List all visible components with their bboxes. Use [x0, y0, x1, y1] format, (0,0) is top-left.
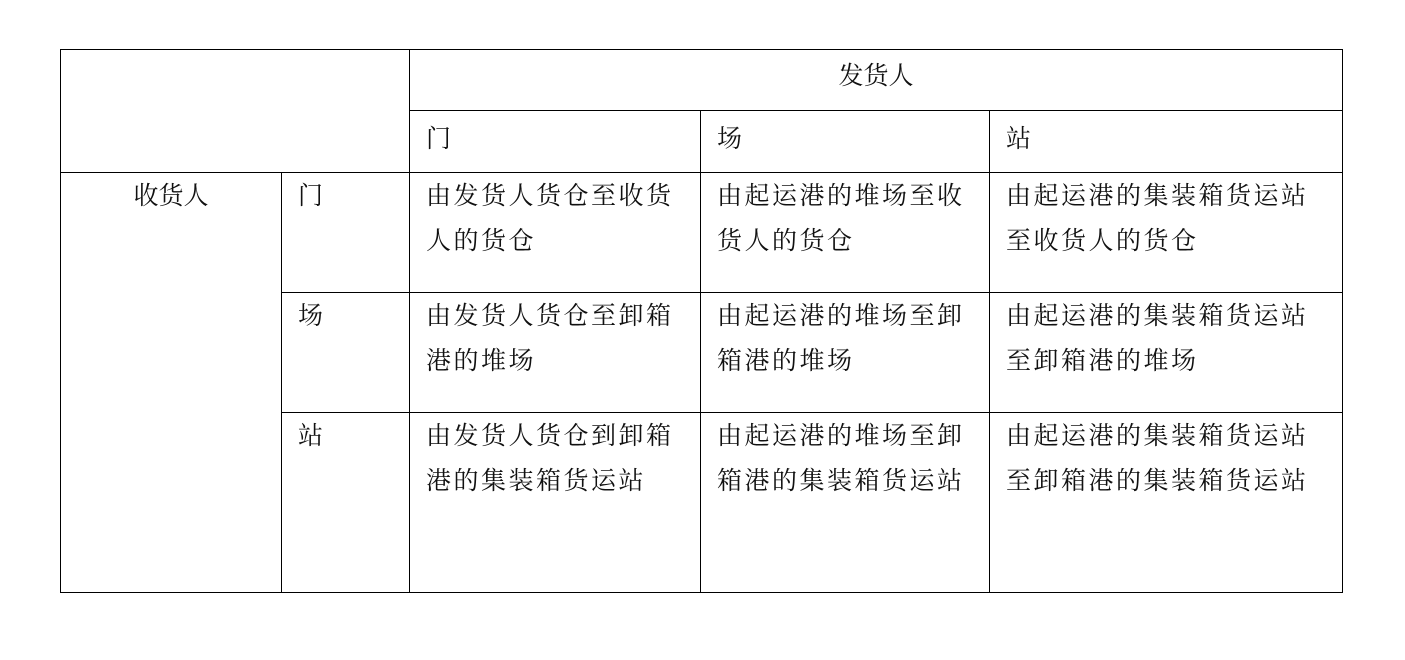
table-cell: 由发货人货仓至收货人的货仓	[410, 173, 701, 293]
table-cell: 由起运港的集装箱货运站至卸箱港的堆场	[990, 293, 1343, 413]
table-cell: 由发货人货仓至卸箱港的堆场	[410, 293, 701, 413]
table-cell: 由起运港的堆场至卸箱港的集装箱货运站	[701, 413, 990, 593]
corner-cell	[61, 50, 410, 173]
header-row-shipper	[61, 50, 1343, 111]
row-label-yard: 场	[282, 293, 410, 413]
table-row-door	[61, 173, 1343, 293]
consignee-header: 收货人	[61, 173, 282, 593]
row-label-station: 站	[282, 413, 410, 593]
table-cell: 由发货人货仓到卸箱港的集装箱货运站	[410, 413, 701, 593]
table-cell: 由起运港的集装箱货运站至收货人的货仓	[990, 173, 1343, 293]
table-cell: 由起运港的集装箱货运站至卸箱港的集装箱货运站	[990, 413, 1343, 593]
table-cell: 由起运港的堆场至收货人的货仓	[701, 173, 990, 293]
container-shipping-table	[60, 49, 1343, 593]
row-label-door: 门	[282, 173, 410, 293]
shipper-column-station: 站	[990, 111, 1343, 173]
shipper-header: 发货人	[410, 50, 1343, 111]
shipper-column-yard: 场	[701, 111, 990, 173]
shipper-column-door: 门	[410, 111, 701, 173]
table-cell: 由起运港的堆场至卸箱港的堆场	[701, 293, 990, 413]
